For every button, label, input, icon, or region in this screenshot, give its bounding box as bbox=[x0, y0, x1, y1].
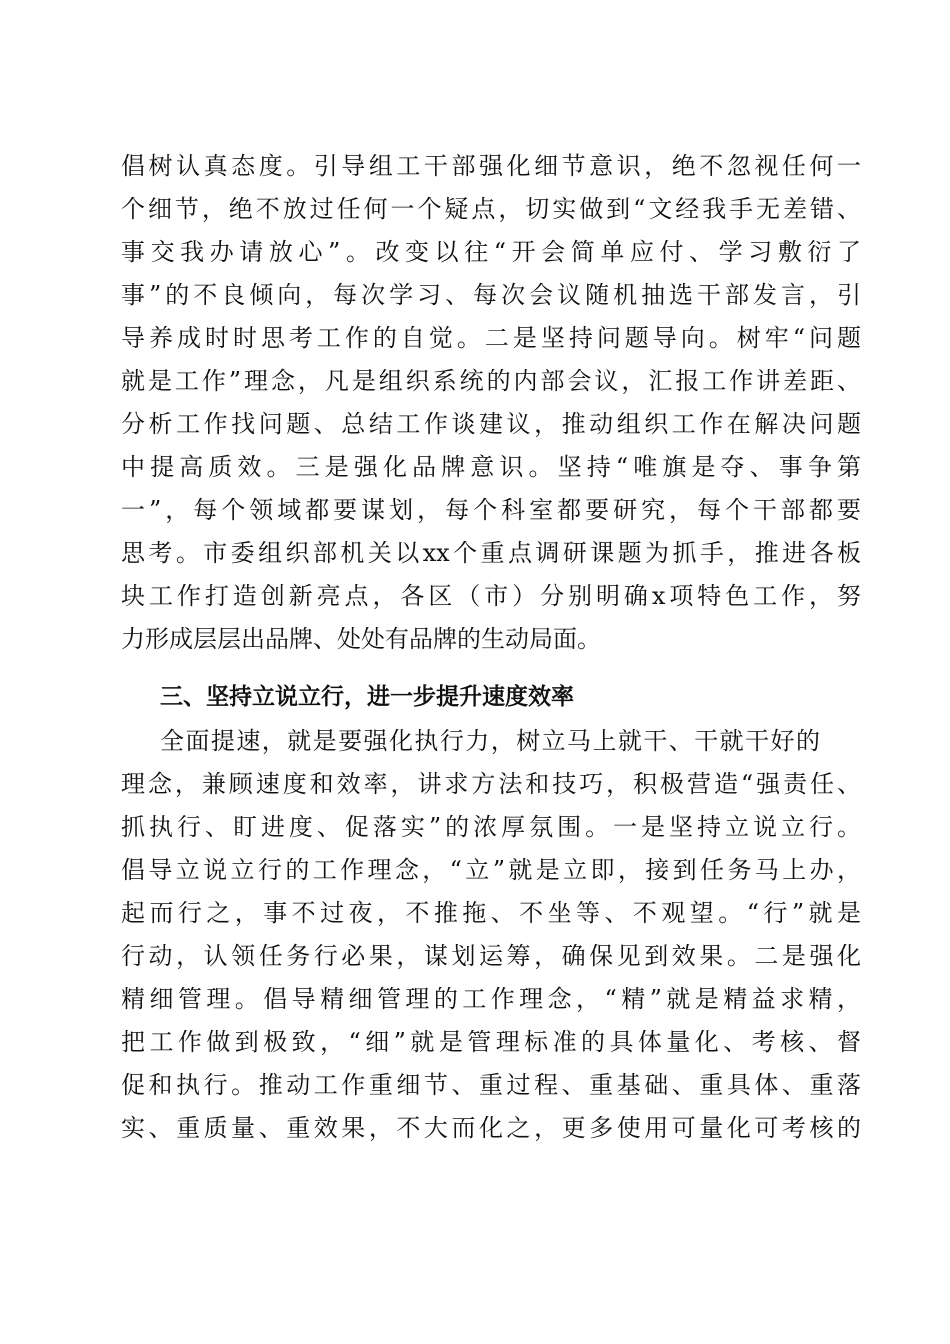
text-line: 块工作打造创新亮点，各区（市）分别明确x项特色工作，努 bbox=[121, 582, 861, 610]
text-line: 事”的不良倾向，每次学习、每次会议随机抽选干部发言，引 bbox=[121, 281, 861, 309]
text-line: 就是工作”理念，凡是组织系统的内部会议，汇报工作讲差距、 bbox=[121, 367, 861, 395]
text-line: 一”，每个领域都要谋划，每个科室都要研究，每个干部都要 bbox=[121, 496, 861, 524]
text-line: 中提高质效。三是强化品牌意识。坚持“唯旗是夺、事争第 bbox=[121, 453, 861, 481]
text-line: 把工作做到极致，“细”就是管理标准的具体量化、考核、督 bbox=[121, 1028, 861, 1056]
text-line: 抓执行、盯进度、促落实”的浓厚氛围。一是坚持立说立行。 bbox=[121, 813, 861, 841]
text-line: 倡树认真态度。引导组工干部强化细节意识，绝不忽视任何一 bbox=[121, 152, 861, 180]
text-line: 理念，兼顾速度和效率，讲求方法和技巧，积极营造“强责任、 bbox=[121, 770, 861, 798]
text-line: 事交我办请放心”。改变以往“开会简单应付、学习敷衍了 bbox=[121, 238, 861, 266]
text-line: 思考。市委组织部机关以xx个重点调研课题为抓手，推进各板 bbox=[121, 539, 861, 567]
text-line: 起而行之，事不过夜，不推拖、不坐等、不观望。“行”就是 bbox=[121, 899, 861, 927]
text-line: 分析工作找问题、总结工作谈建议，推动组织工作在解决问题 bbox=[121, 410, 861, 438]
text-line: 精细管理。倡导精细管理的工作理念，“精”就是精益求精， bbox=[121, 985, 861, 1013]
text-line: 倡导立说立行的工作理念，“立”就是立即，接到任务马上办， bbox=[121, 856, 861, 884]
text-line: 促和执行。推动工作重细节、重过程、重基础、重具体、重落 bbox=[121, 1071, 861, 1099]
text-line: 实、重质量、重效果，不大而化之，更多使用可量化可考核的 bbox=[121, 1114, 861, 1142]
text-line: 全面提速，就是要强化执行力，树立马上就干、干就干好的 bbox=[160, 727, 820, 755]
section-heading: 三、坚持立说立行，进一步提升速度效率 bbox=[160, 684, 574, 710]
text-line: 行动，认领任务行必果，谋划运筹，确保见到效果。二是强化 bbox=[121, 942, 861, 970]
text-line: 力形成层层出品牌、处处有品牌的生动局面。 bbox=[121, 625, 601, 653]
text-line: 导养成时时思考工作的自觉。二是坚持问题导向。树牢“问题 bbox=[121, 324, 861, 352]
text-line: 个细节，绝不放过任何一个疑点，切实做到“文经我手无差错、 bbox=[121, 195, 861, 223]
